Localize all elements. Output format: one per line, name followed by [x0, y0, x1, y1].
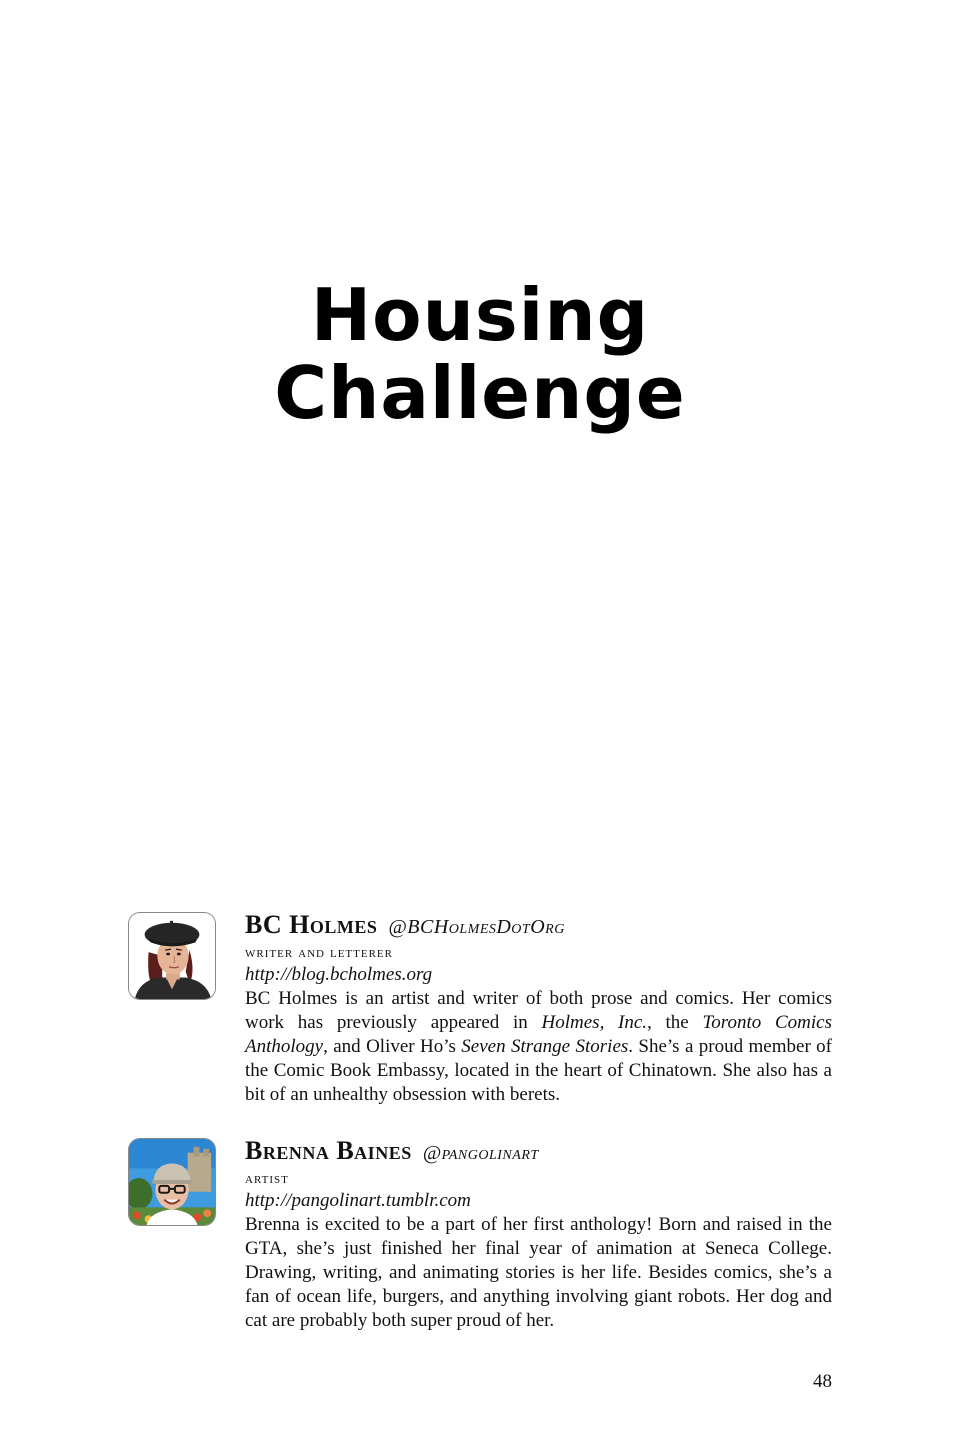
- page-title: [0, 273, 960, 435]
- contributor-url[interactable]: http://blog.bcholmes.org: [245, 964, 433, 985]
- contributor-url[interactable]: http://pangolinart.tumblr.com: [245, 1190, 471, 1211]
- avatar-beret-portrait-icon: [129, 913, 215, 999]
- contributor-description: Brenna is excited to be a part of her first anthology! Born and raised in the GTA, she’s just finished her final year of animation at Seneca College. Drawing, writing, and animating stories is her life. Besides comics, she’s a fan of ocean life, burgers, and anything involving giant robots. Her dog and cat are probably both super proud of her.: [245, 1214, 832, 1331]
- contributor-role: writer and letterer: [245, 944, 393, 961]
- contributor-description: BC Holmes is an artist and writer of both prose and comics. Her comics work has previously appeared in Holmes, Inc., the Toronto Comics Anthology, and Oliver Ho’s Seven Strange Stories. She’s a proud member of the Comic Book Embassy, located in the heart of Chinatown. She also has a bit of an unhealthy obsession with berets.: [245, 988, 832, 1105]
- contributor-name: BC Holmes: [245, 910, 378, 939]
- contributor-name-line: [245, 1134, 832, 1170]
- contributor-text: [245, 908, 832, 1107]
- avatar: [128, 1138, 216, 1226]
- avatar-photo-portrait-icon: [129, 1139, 215, 1225]
- contributor-handle[interactable]: @pangolinart: [422, 1142, 539, 1164]
- contributor-text: [245, 1134, 832, 1333]
- page-number: 48: [813, 1371, 832, 1392]
- contributor-name-line: [245, 908, 832, 944]
- contributor-handle[interactable]: @BCHolmesDotOrg: [388, 916, 565, 938]
- contributor-role: artist: [245, 1170, 289, 1187]
- title-line-1: Housing: [310, 273, 650, 357]
- avatar: [128, 912, 216, 1000]
- title-line-2: Challenge: [274, 351, 686, 435]
- contributor-name: Brenna Baines: [245, 1136, 412, 1165]
